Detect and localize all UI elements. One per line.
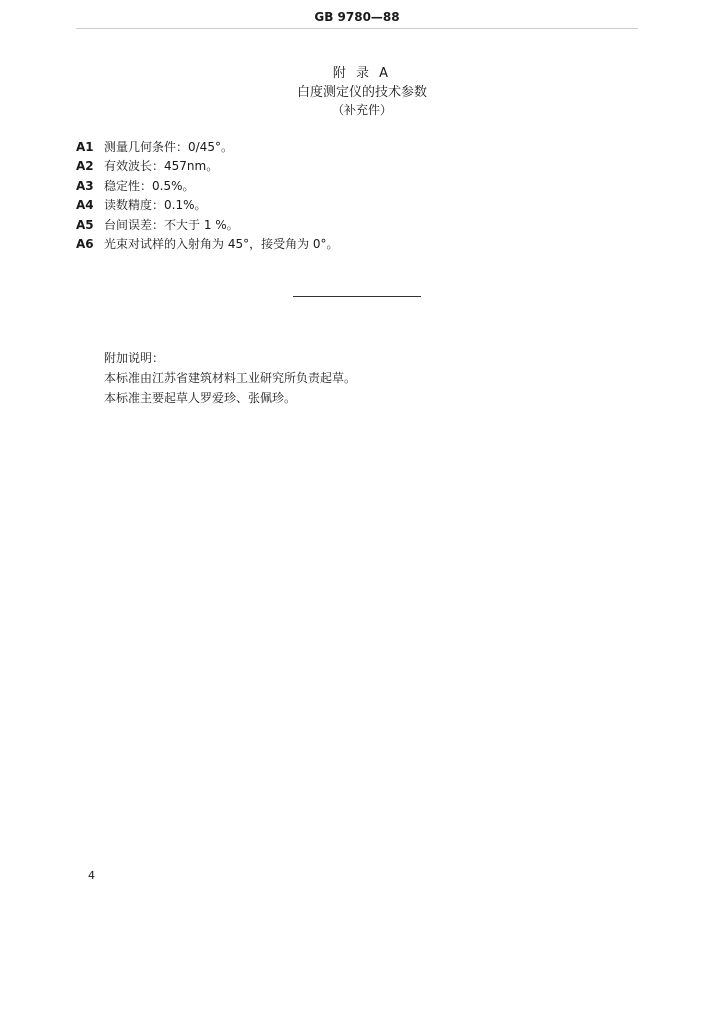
page-number: 4 (88, 869, 95, 882)
appendix-label: 附 录 A (332, 66, 392, 81)
parameter-text: 台间误差：不大于 1 %。 (104, 217, 239, 232)
parameter-item (76, 235, 339, 254)
parameter-code: A1 (76, 140, 94, 154)
appendix-subtitle: （补充件） (331, 103, 392, 117)
parameter-code: A4 (76, 198, 94, 213)
notes-heading: 附加说明： (104, 351, 165, 365)
parameter-code: A5 (76, 217, 94, 232)
notes-line: 本标准由江苏省建筑材料工业研究所负责起草。 (104, 371, 357, 385)
parameter-item (76, 216, 339, 235)
additional-notes (104, 348, 356, 408)
appendix-title: 白度测定仪的技术参数 (296, 85, 427, 100)
parameter-text: 有效波长：457nm。 (104, 159, 219, 174)
section-divider (293, 296, 421, 297)
parameter-code: A6 (76, 236, 94, 251)
notes-line: 本标准主要起草人罗爱珍、张佩珍。 (104, 391, 297, 405)
parameter-text: 读数精度：0.1%。 (104, 198, 207, 213)
parameter-text: 测量几何条件：0/45°。 (104, 140, 233, 154)
parameter-text: 稳定性：0.5%。 (104, 178, 195, 193)
parameter-item (76, 177, 339, 196)
parameter-list (76, 138, 339, 254)
page-header (76, 8, 638, 29)
parameter-text: 光束对试样的入射角为 45°，接受角为 0°。 (104, 236, 339, 251)
standard-number: GB 9780—88 (314, 10, 400, 24)
parameter-code: A3 (76, 178, 94, 193)
parameter-item (76, 138, 339, 157)
parameter-code: A2 (76, 159, 94, 174)
parameter-item (76, 196, 339, 215)
parameter-item (76, 157, 339, 176)
